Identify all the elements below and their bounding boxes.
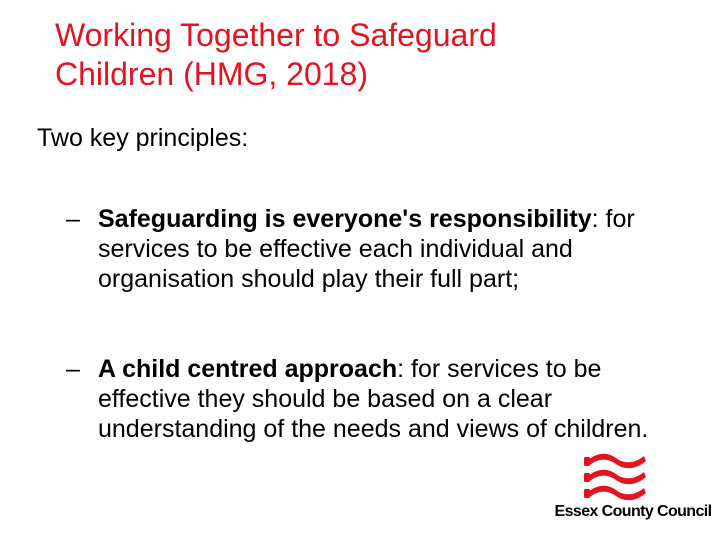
seaxes-icon xyxy=(584,452,648,502)
bullet-text xyxy=(98,204,686,294)
bullet-dash: – xyxy=(66,355,80,383)
slide-title xyxy=(55,16,675,94)
bullet-item xyxy=(66,354,686,444)
bullet-text xyxy=(98,354,686,444)
bullet-body-text: : for services to be effective each individual and organisation should play their full part; xyxy=(98,205,635,293)
essex-county-council-logo xyxy=(548,448,718,528)
logo-text: Essex County Council xyxy=(554,503,712,520)
bullet-item xyxy=(66,204,686,294)
slide-title-line-1: Working Together to Safeguard xyxy=(55,17,497,53)
bullet-body-text: : for services to be effective they should be based on a clear understanding of the needs and views of children. xyxy=(98,355,649,443)
intro-text: Two key principles: xyxy=(37,124,249,152)
slide-title-line-2: Children (HMG, 2018) xyxy=(55,56,368,92)
bullet-bold-text: Safeguarding is everyone's responsibility xyxy=(98,205,592,233)
bullet-dash: – xyxy=(66,205,80,233)
bullet-bold-text: A child centred approach xyxy=(98,355,398,383)
